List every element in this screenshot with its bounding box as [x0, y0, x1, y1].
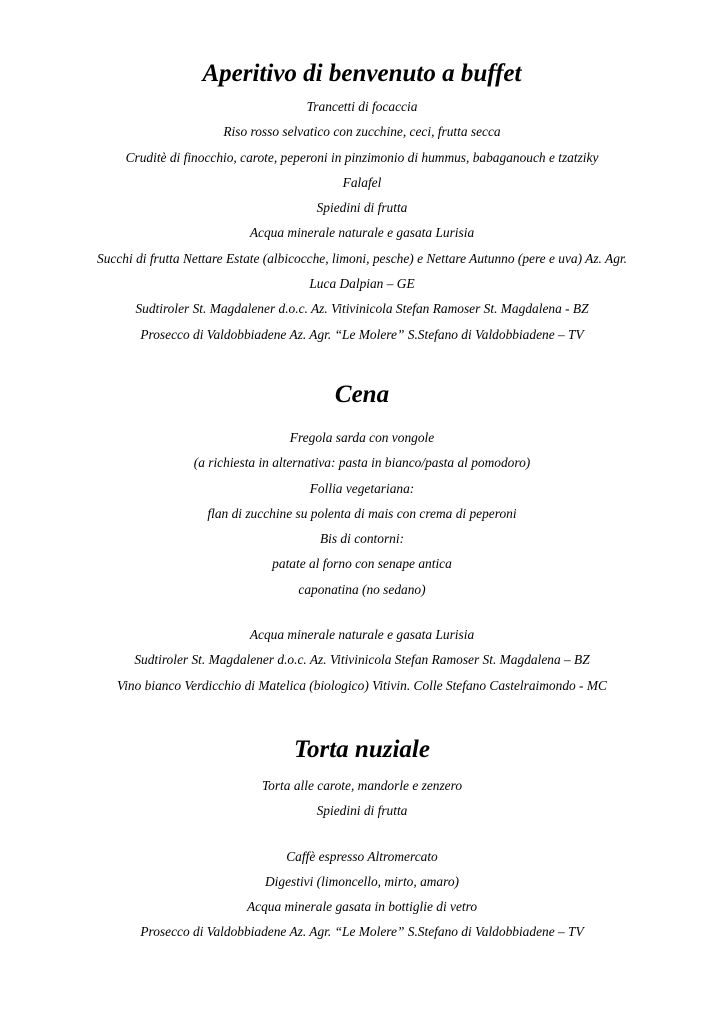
aperitivo-item: Riso rosso selvatico con zucchine, ceci, frutta secca: [223, 124, 501, 140]
aperitivo-section: [0, 59, 724, 347]
aperitivo-item: Acqua minerale naturale e gasata Lurisia: [249, 225, 475, 241]
torta-extra: Prosecco di Valdobbiadene Az. Agr. “Le Molere” S.Stefano di Valdobbiadene – TV: [140, 924, 584, 940]
torta-extra: Caffè espresso Altromercato: [286, 848, 438, 864]
spacer: [0, 602, 724, 622]
aperitivo-item: Prosecco di Valdobbiadene Az. Agr. “Le Molere” S.Stefano di Valdobbiadene – TV: [140, 326, 584, 342]
aperitivo-item: Luca Dalpian – GE: [309, 276, 415, 292]
cena-item: Bis di contorni:: [319, 531, 405, 547]
torta-extra: Acqua minerale gasata in bottiglie di vetro: [246, 899, 478, 915]
cena-drink: Acqua minerale naturale e gasata Lurisia: [249, 627, 475, 643]
aperitivo-item: Sudtiroler St. Magdalener d.o.c. Az. Vitivinicola Stefan Ramoser St. Magdalena - BZ: [135, 301, 589, 317]
torta-item: Torta alle carote, mandorle e zenzero: [261, 778, 463, 793]
torta-item: Spiedini di frutta: [316, 803, 408, 819]
aperitivo-item: Spiedini di frutta: [316, 200, 408, 216]
cena-item: flan di zucchine su polenta di mais con crema di peperoni: [207, 505, 517, 521]
torta-extra: Digestivi (limoncello, mirto, amaro): [264, 873, 459, 889]
cena-item: caponatina (no sedano): [298, 581, 426, 597]
aperitivo-title: Aperitivo di benvenuto a buffet: [202, 60, 522, 87]
aperitivo-item: Trancetti di focaccia: [306, 99, 418, 114]
aperitivo-item: Cruditè di finocchio, carote, peperoni in pinzimonio di hummus, babaganouch e tzatziky: [125, 149, 599, 165]
cena-item: Follia vegetariana:: [309, 480, 415, 496]
cena-title: Cena: [334, 381, 390, 408]
torta-title: Torta nuziale: [294, 736, 430, 763]
torta-section: [0, 735, 724, 945]
cena-item: (a richiesta in alternativa: pasta in bianco/pasta al pomodoro): [193, 455, 531, 471]
aperitivo-item: Falafel: [342, 174, 382, 190]
spacer: [0, 824, 724, 844]
cena-section: [0, 380, 724, 698]
cena-drink: Vino bianco Verdicchio di Matelica (biologico) Vitivin. Colle Stefano Castelraimondo - MC: [117, 677, 607, 693]
cena-item: patate al forno con senape antica: [272, 556, 452, 572]
cena-item: Fregola sarda con vongole: [289, 430, 435, 445]
aperitivo-item: Succhi di frutta Nettare Estate (albicocche, limoni, pesche) e Nettare Autunno (pere e uva) Az. Agr.: [97, 250, 627, 266]
cena-drink: Sudtiroler St. Magdalener d.o.c. Az. Vitivinicola Stefan Ramoser St. Magdalena – BZ: [134, 652, 590, 668]
